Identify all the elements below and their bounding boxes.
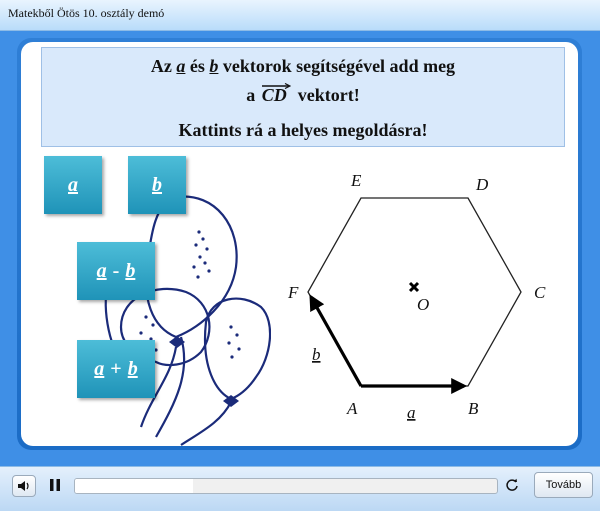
answer-operator: - [112, 259, 120, 282]
answer-vector: a [94, 357, 105, 380]
speaker-icon [17, 480, 31, 492]
center-mark-icon [410, 283, 418, 291]
center-label-o: O [417, 295, 430, 314]
answer-vector: a [68, 173, 78, 196]
answer-vector: b [127, 357, 138, 380]
pause-button[interactable] [44, 475, 66, 495]
answer-vector: a [96, 259, 107, 282]
balloons-illustration [81, 187, 271, 446]
replay-icon [505, 478, 519, 492]
progress-bar[interactable] [74, 478, 498, 494]
next-button-label: Tovább [545, 479, 582, 491]
question-text: vektorok segítségével add meg [222, 56, 456, 76]
question-line-2 [42, 85, 564, 106]
window-title: Matekből Ötös 10. osztály demó [8, 6, 165, 20]
answer-vector: b [125, 259, 136, 282]
vertex-label-e: E [351, 171, 362, 190]
hexagon-shape [308, 198, 521, 386]
question-instruction: Kattints rá a helyes megoldásra! [178, 120, 428, 140]
vertex-label-c: C [534, 283, 546, 302]
control-bar [0, 466, 600, 511]
vector-arrow-icon [261, 83, 291, 89]
question-text: és [189, 56, 205, 76]
progress-fill [75, 479, 193, 493]
vertex-label-b: B [468, 399, 479, 418]
vertex-label-d: D [476, 175, 489, 194]
title-bar [0, 0, 600, 31]
answer-a-plus-b-button[interactable] [77, 340, 155, 398]
answer-vector: b [152, 173, 162, 196]
next-button[interactable] [534, 472, 593, 498]
mute-button[interactable] [12, 475, 36, 497]
question-line-1 [42, 56, 564, 77]
vertex-label-a: A [347, 399, 358, 418]
question-text: a [246, 85, 256, 105]
replay-button[interactable] [502, 475, 522, 495]
answer-a-minus-b-button[interactable] [77, 242, 155, 300]
vector-b-caption: b [312, 345, 321, 364]
stage [21, 42, 578, 446]
vertex-label-f: F [288, 283, 299, 302]
answer-a-button[interactable] [44, 156, 102, 214]
hexagon-diagram [276, 160, 566, 430]
answer-operator: + [110, 357, 122, 380]
vector-b-arrow [311, 297, 361, 386]
question-text: Az [150, 56, 172, 76]
vector-a-caption: a [407, 403, 416, 422]
answer-b-button[interactable] [128, 156, 186, 214]
vector-a-label: a [176, 56, 186, 76]
question-text: vektort! [297, 85, 360, 105]
vector-cd-label [260, 85, 289, 106]
vector-cd-text: CD [261, 85, 287, 105]
vector-b-label: b [209, 56, 219, 76]
pause-icon [49, 478, 61, 492]
question-banner [41, 47, 565, 147]
